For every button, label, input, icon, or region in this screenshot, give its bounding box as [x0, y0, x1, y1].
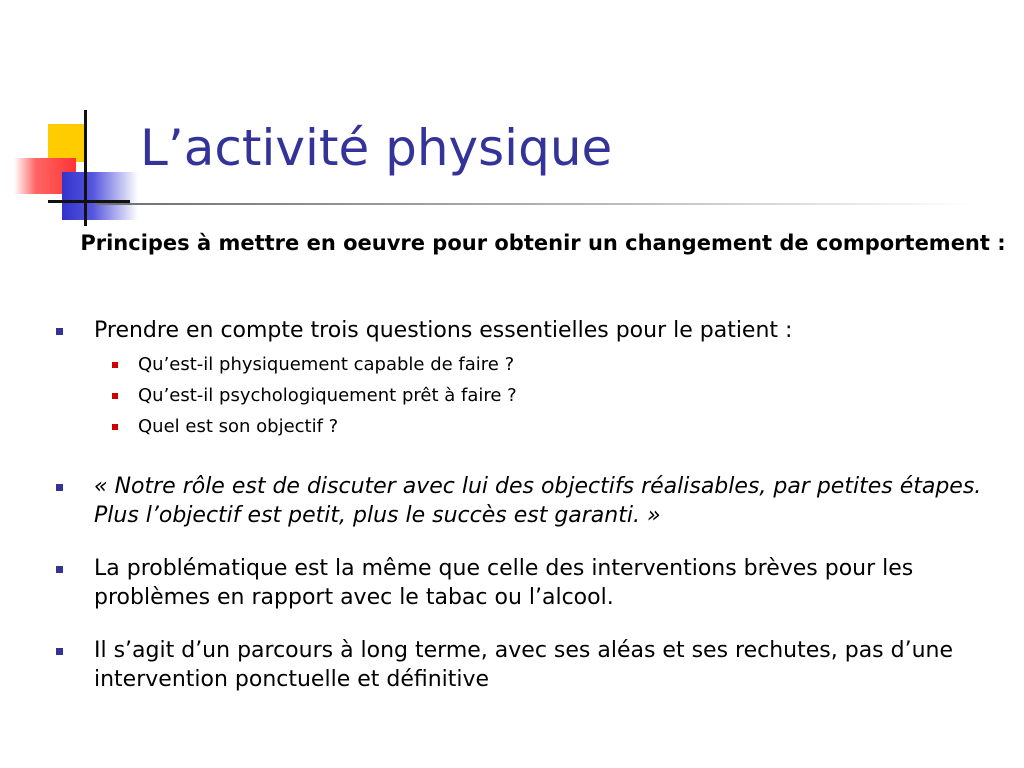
- bullet-item: [48, 554, 1006, 612]
- bullet-item-quote: [48, 472, 1006, 530]
- sub-bullet-text: Qu’est-il psychologiquement prêt à faire ?: [138, 385, 517, 406]
- sub-bullet-text: Qu’est-il physiquement capable de faire ?: [138, 354, 515, 375]
- square-bullet-icon: [56, 648, 63, 655]
- bullet-text: Prendre en compte trois questions essentielles pour le patient :: [94, 318, 793, 343]
- logo-blue-square: [62, 172, 138, 220]
- logo-vertical-line: [84, 110, 87, 226]
- slide-subtitle: Principes à mettre en oeuvre pour obtenir un changement de comportement :: [80, 231, 1006, 255]
- bullet-text: « Notre rôle est de discuter avec lui des objectifs réalisables, par petites étapes. Plus l’objectif est petit, plus le succès est garanti. »: [94, 474, 982, 528]
- square-bullet-icon: [112, 393, 118, 399]
- slide-title: L’activité physique: [140, 119, 613, 177]
- sub-bullet-item: [94, 411, 1006, 442]
- square-bullet-icon: [112, 424, 118, 430]
- bullet-item: [48, 316, 1006, 442]
- sub-bullet-text: Quel est son objectif ?: [138, 416, 339, 437]
- bullet-text: La problématique est la même que celle des interventions brèves pour les problèmes en rapport avec le tabac ou l’alcool.: [94, 556, 914, 610]
- square-bullet-icon: [56, 328, 63, 335]
- sub-bullet-list: [94, 349, 1006, 442]
- logo-yellow-square: [48, 124, 84, 162]
- bullet-text: Il s’agit d’un parcours à long terme, avec ses aléas et ses rechutes, pas d’une intervention ponctuelle et définitive: [94, 638, 954, 692]
- title-underline: [96, 203, 976, 205]
- sub-bullet-item: [94, 349, 1006, 380]
- bullet-list: [48, 316, 1006, 694]
- sub-bullet-item: [94, 380, 1006, 411]
- square-bullet-icon: [56, 566, 63, 573]
- square-bullet-icon: [112, 362, 118, 368]
- bullet-item: [48, 636, 1006, 694]
- square-bullet-icon: [56, 484, 63, 491]
